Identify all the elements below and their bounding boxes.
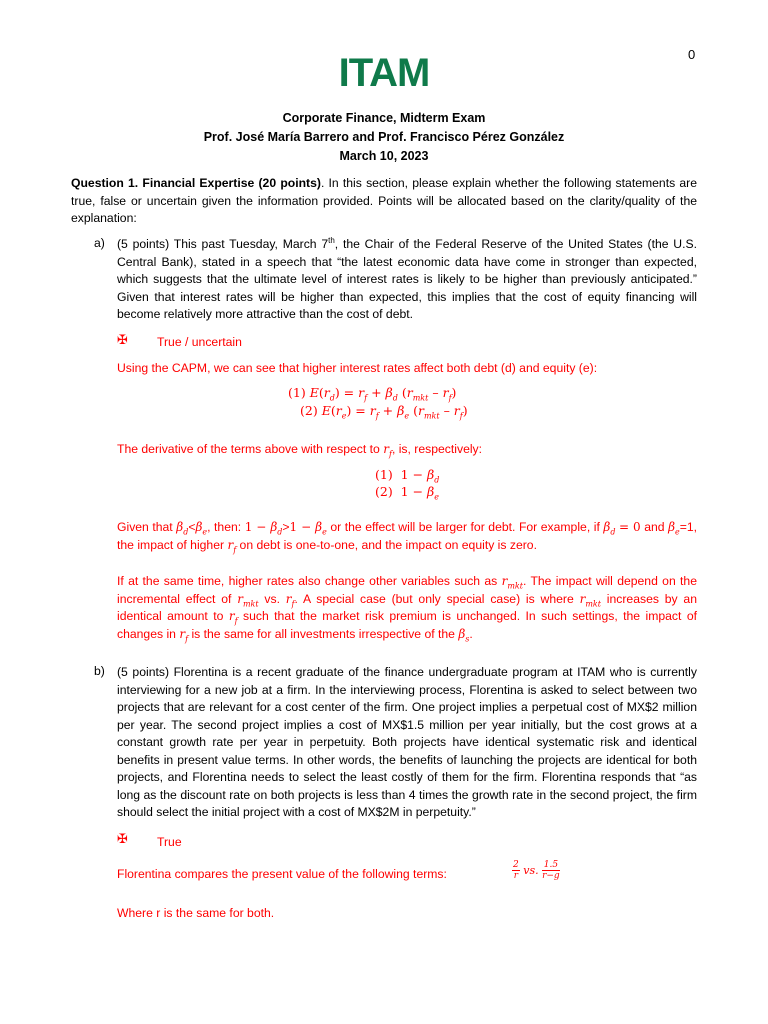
given-paragraph: Given that $\beta_d<\beta_e$, then: $1 - \beta_d>1 - \beta_e$ or the effect will be larger for debt. For example, if $\beta_d = 0$ and $\beta_e=1$, the impact of higher $r_f$ on debt is one-to-one, and the impact on equity is zero.: [117, 520, 698, 554]
exam-title: Corporate Finance, Midterm Exam: [282, 111, 486, 125]
capm-intro: Using the CAPM, we can see that higher interest rates affect both debt (d) and equity (e):: [117, 361, 598, 375]
derivative-equity: (2) $1 - \beta_e$: [375, 484, 440, 502]
question1-heading: Question 1. Financial Expertise (20 points): [71, 176, 321, 190]
compare-text: Florentina compares the present value of the following terms:: [117, 867, 447, 881]
exam-date: March 10, 2023: [339, 149, 429, 163]
derivative-text: The derivative of the terms above with respect to $r_f$, is, respectively:: [117, 442, 483, 459]
question1-intro: Question 1. Financial Expertise (20 points). In this section, please explain whether the following statements are true, false or uncertain given the information provided. Points will be allocated based on the clarity/quality of the explanation:: [71, 176, 697, 225]
logo-text: ITAM: [338, 55, 430, 89]
part-a-answer: True / uncertain: [157, 335, 242, 349]
equation-debt: (1) $E(r_d) = r_f + \beta_d$ $(r_{mkt} - r_f)$: [288, 385, 457, 403]
fraction-comparison: $\frac{2}{r}$ vs. $\frac{1.5}{r-g}$: [513, 860, 560, 881]
maltese-cross-icon: ✠: [117, 333, 128, 348]
part-b-statement: (5 points) Florentina is a recent graduate of the finance undergraduate program at ITAM who is currently interviewing for a new job at a firm. In the interviewing process, Florentina is asked to select between two projects that are relevant for a cost center of the firm. One project implies a perpetual cost of MX$2 million per year. The second project implies a cost of MX$1.5 million per year initially, but the cost grows at a constant growth rate per year in perpetuity. Both projects have identical systematic risk and identical benefits in present value terms. In other words, the benefits of launching the projects are identical for both projects, and Florentina needs to select the least costly of them for the firm. Florentina responds that “as long as the discount rate on both projects is less than 4 times the growth rate in the second project, the firm should select the initial project with a cost of MX$2M in perpetuity.”: [117, 665, 697, 819]
equation-equity: (2) $E(r_e) = r_f + \beta_e$ $(r_{mkt} - r_f)$: [300, 403, 468, 421]
part-b-label: b): [94, 664, 105, 678]
part-b-answer: True: [157, 835, 182, 849]
itam-logo: [330, 55, 438, 89]
part-a-label: a): [94, 236, 105, 250]
maltese-cross-icon-b: ✠: [117, 832, 128, 847]
page-number: 0: [688, 47, 696, 62]
where-text: Where r is the same for both.: [117, 906, 275, 920]
same-time-paragraph: If at the same time, higher rates also change other variables such as $r_{mkt}$. The impact will depend on the incremental effect of $r_{mkt}$ vs. $r_f$. A special case (but only special case) is where $r_{mkt}$ increases by an identical amount to $r_f$ such that the market risk premium is unchanged. In such settings, the impact of changes in $r_f$ is the same for all investments irrespective of the $\beta_s$.: [117, 574, 697, 643]
derivative-debt: (1) $1 - \beta_d$: [375, 467, 440, 485]
part-a-statement: (5 points) This past Tuesday, March 7th, the Chair of the Federal Reserve of the United States (the U.S. Central Bank), stated in a speech that “the latest economic data have come in stronger than expected, which suggests that the ultimate level of interest rates is likely to be higher than previously anticipated.” Given that interest rates will be higher than expected, this implies that the cost of equity financing will become relatively more attractive than the cost of debt.: [117, 235, 697, 321]
exam-authors: Prof. José María Barrero and Prof. Francisco Pérez González: [203, 130, 565, 144]
